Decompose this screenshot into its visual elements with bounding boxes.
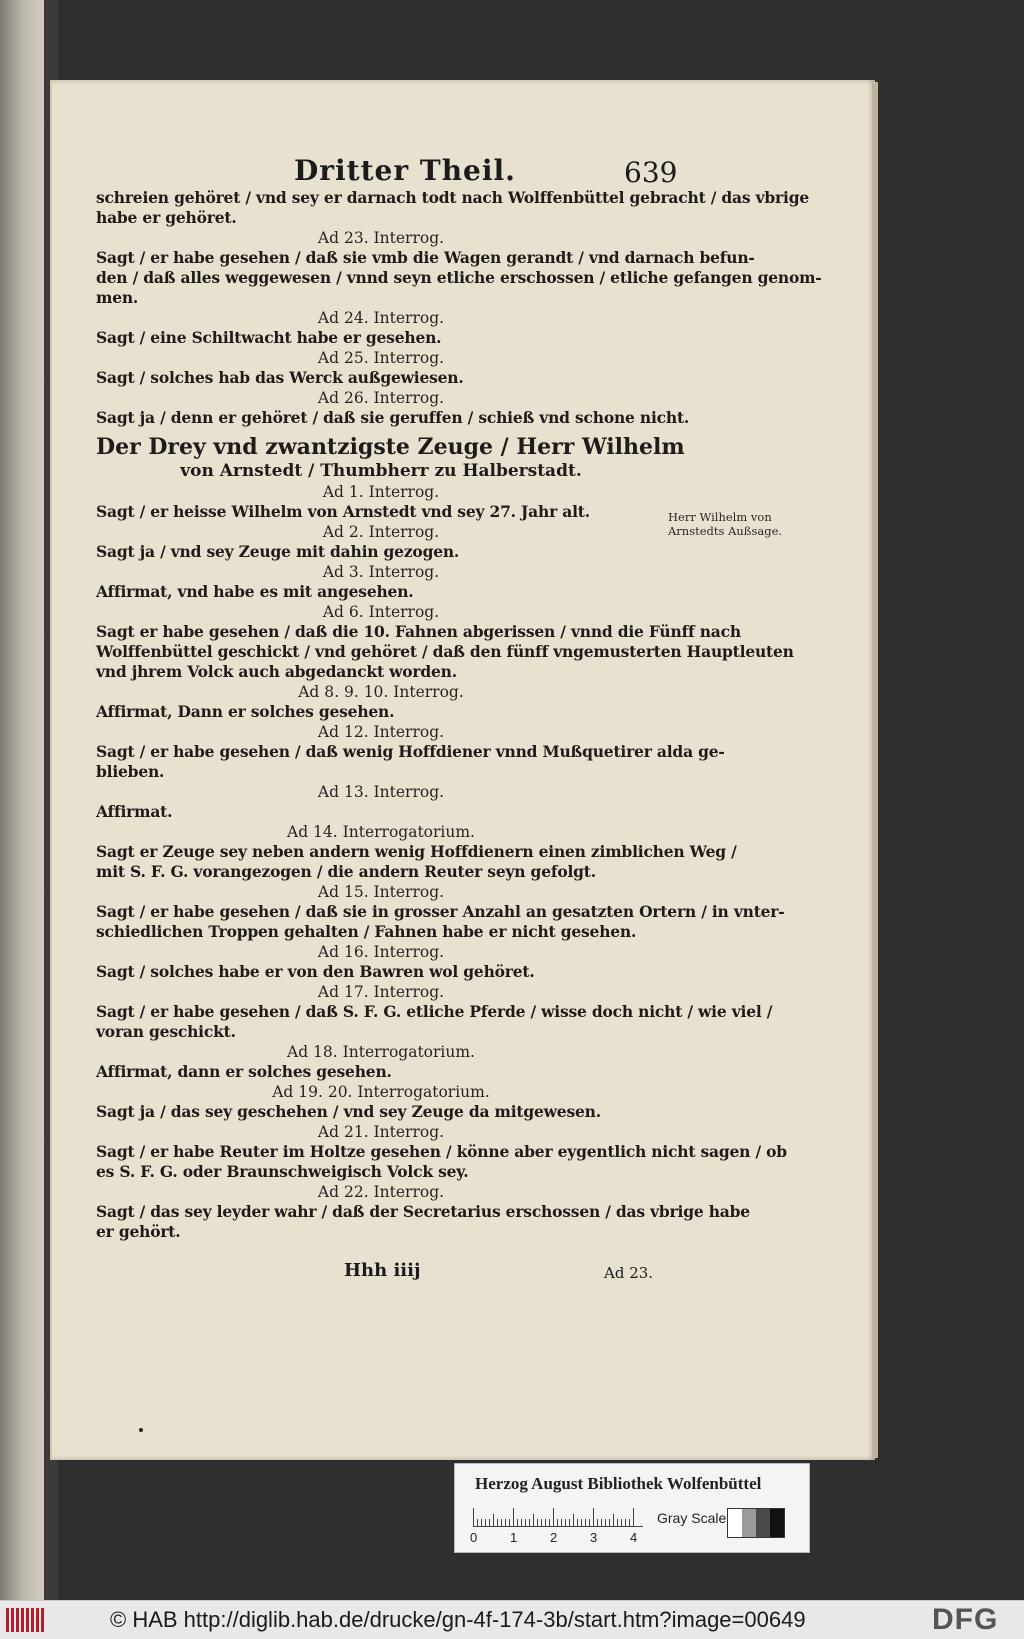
ruler-tick <box>537 1519 538 1526</box>
margin-note <box>668 510 798 538</box>
ruler-tick <box>561 1519 562 1526</box>
text-line: schiedlichen Troppen gehalten / Fahnen habe er nicht gesehen. <box>96 922 637 941</box>
text-line: Sagt / er habe gesehen / daß sie vmb die Wagen gerandt / vnd darnach befun- <box>96 248 755 267</box>
ruler-tick <box>509 1519 510 1526</box>
ruler-tick <box>525 1519 526 1526</box>
ruler-tick <box>633 1508 634 1526</box>
witness-subheading: von Arnstedt / Thumbherr zu Halberstadt. <box>180 461 582 481</box>
text-line: Sagt / er habe gesehen / daß sie in grosser Anzahl an gesatzten Ortern / in vnter- <box>96 902 785 921</box>
ruler-tick <box>557 1519 558 1526</box>
interrogatory-heading: Ad 8. 9. 10. Interrog. <box>298 683 464 701</box>
ruler-tick <box>529 1519 530 1526</box>
text-line: Sagt / er heisse Wilhelm von Arnstedt vnd sey 27. Jahr alt. <box>96 502 590 521</box>
interrogatory-heading: Ad 24. Interrog. <box>317 309 445 327</box>
ruler-tick <box>501 1519 502 1526</box>
ruler-tick <box>517 1519 518 1526</box>
text-line: habe er gehöret. <box>96 208 237 227</box>
ruler-number: 2 <box>550 1530 558 1545</box>
ruler-tick <box>481 1519 482 1526</box>
ruler-tick <box>589 1519 590 1526</box>
ruler-tick <box>617 1519 618 1526</box>
ruler-number: 4 <box>630 1530 638 1545</box>
ruler-tick <box>629 1519 630 1526</box>
gray-scale-swatches <box>727 1508 785 1538</box>
text-line: Sagt er habe gesehen / daß die 10. Fahnen abgerissen / vnnd die Fünff nach <box>96 622 741 641</box>
ruler-number: 0 <box>470 1530 478 1545</box>
text-line: Sagt er Zeuge sey neben andern wenig Hoffdienern einen zimblichen Weg / <box>96 842 737 861</box>
text-line: Sagt / solches hab das Werck außgewiesen. <box>96 368 464 387</box>
text-line: vnd jhrem Volck auch abgedanckt worden. <box>96 662 457 681</box>
interrogatory-heading: Ad 2. Interrog. <box>322 523 440 541</box>
ink-dot <box>139 1428 143 1432</box>
ruler-tick <box>569 1519 570 1526</box>
ruler-tick <box>497 1519 498 1526</box>
text-line: Sagt / er habe Reuter im Holtze gesehen / könne aber eygentlich nicht sagen / ob <box>96 1142 787 1161</box>
ruler-tick <box>505 1519 506 1526</box>
ruler-tick <box>577 1519 578 1526</box>
ruler-tick <box>485 1519 486 1526</box>
ruler-tick <box>609 1519 610 1526</box>
text-line: schreien gehöret / vnd sey er darnach todt nach Wolffenbüttel gebracht / das vbrige <box>96 188 809 207</box>
scale-card-title: Herzog August Bibliothek Wolfenbüttel <box>475 1474 762 1493</box>
text-line: Sagt / er habe gesehen / daß S. F. G. etliche Pferde / wisse doch nicht / wie viel / <box>96 1002 773 1021</box>
ruler-tick <box>533 1514 534 1526</box>
gray-swatch <box>756 1509 770 1537</box>
text-line: es S. F. G. oder Braunschweigisch Volck sey. <box>96 1162 469 1181</box>
ruler-tick <box>545 1519 546 1526</box>
text-line: Sagt / das sey leyder wahr / daß der Secretarius erschossen / das vbrige habe <box>96 1202 750 1221</box>
text-line: Affirmat, Dann er solches gesehen. <box>96 702 395 721</box>
interrogatory-heading: Ad 22. Interrog. <box>317 1183 445 1201</box>
interrogatory-heading: Ad 17. Interrog. <box>317 983 445 1001</box>
gray-scale-label: Gray Scale <box>657 1510 727 1526</box>
text-line: Affirmat, vnd habe es mit angesehen. <box>96 582 414 601</box>
text-line: Sagt ja / denn er gehöret / daß sie geruffen / schieß vnd schone nicht. <box>96 408 690 427</box>
interrogatory-heading: Ad 13. Interrog. <box>317 783 445 801</box>
ruler-tick <box>573 1514 574 1526</box>
ruler-tick <box>513 1508 514 1526</box>
ruler-tick <box>549 1519 550 1526</box>
page-number: 639 <box>624 156 678 189</box>
running-header: Dritter Theil. <box>294 154 516 187</box>
text-line: Sagt ja / vnd sey Zeuge mit dahin gezogen. <box>96 542 460 561</box>
text-line: Sagt / solches habe er von den Bawren wol gehöret. <box>96 962 535 981</box>
margin-note-line: Herr Wilhelm von <box>668 510 772 524</box>
gray-swatch <box>770 1509 784 1537</box>
text-line: den / daß alles weggewesen / vnnd seyn etliche erschossen / etliche gefangen genom- <box>96 268 822 287</box>
ruler-tick <box>493 1514 494 1526</box>
interrogatory-heading: Ad 14. Interrogatorium. <box>287 823 475 841</box>
ruler-number: 3 <box>590 1530 598 1545</box>
ruler-tick <box>581 1519 582 1526</box>
hab-logo-icon <box>6 1608 46 1632</box>
ruler-tick <box>605 1519 606 1526</box>
ruler-tick <box>613 1514 614 1526</box>
ruler-tick <box>621 1519 622 1526</box>
interrogatory-heading: Ad 3. Interrog. <box>322 563 440 581</box>
interrogatory-heading: Ad 15. Interrog. <box>317 883 445 901</box>
text-line: Wolffenbüttel geschickt / vnd gehöret / daß den fünff vngemusterten Hauptleuten <box>96 642 794 661</box>
text-line: Affirmat, dann er solches gesehen. <box>96 1062 392 1081</box>
interrogatory-heading: Ad 26. Interrog. <box>317 389 445 407</box>
ruler-tick <box>541 1519 542 1526</box>
interrogatory-heading: Ad 21. Interrog. <box>317 1123 445 1141</box>
margin-note-line: Arnstedts Außsage. <box>668 524 783 538</box>
text-line: er gehört. <box>96 1222 181 1241</box>
ruler-number: 1 <box>510 1530 518 1545</box>
text-line: Sagt ja / das sey geschehen / vnd sey Zeuge da mitgewesen. <box>96 1102 601 1121</box>
dfg-logo: DFG <box>932 1603 999 1636</box>
text-line: Affirmat. <box>96 802 173 821</box>
interrogatory-heading: Ad 16. Interrog. <box>317 943 445 961</box>
interrogatory-heading: Ad 12. Interrog. <box>317 723 445 741</box>
scale-card <box>454 1463 810 1553</box>
interrogatory-heading: Ad 19. 20. Interrogatorium. <box>272 1083 490 1101</box>
text-line: voran geschickt. <box>96 1022 236 1041</box>
left-page-edge <box>0 0 50 1600</box>
text-line: blieben. <box>96 762 165 781</box>
interrogatory-heading: Ad 25. Interrog. <box>317 349 445 367</box>
footer-credit: © HAB http://diglib.hab.de/drucke/gn-4f-174-3b/start.htm?image=00649 <box>110 1607 806 1632</box>
ruler-tick <box>473 1508 474 1526</box>
witness-heading: Der Drey vnd zwantzigste Zeuge / Herr Wilhelm <box>96 434 685 460</box>
ruler-tick <box>585 1519 586 1526</box>
ruler-tick <box>477 1519 478 1526</box>
ruler-tick <box>521 1519 522 1526</box>
gray-swatch <box>742 1509 756 1537</box>
ruler-tick <box>593 1508 594 1526</box>
ruler-tick <box>489 1519 490 1526</box>
scale-ruler <box>473 1506 643 1527</box>
signature-mark: Hhh iiij <box>344 1260 421 1281</box>
page-edge-shadow <box>872 82 878 1458</box>
interrogatory-heading: Ad 18. Interrogatorium. <box>287 1043 475 1061</box>
ruler-tick <box>565 1519 566 1526</box>
ruler-tick <box>597 1519 598 1526</box>
ruler-tick <box>601 1519 602 1526</box>
ruler-tick <box>625 1519 626 1526</box>
interrogatory-heading: Ad 6. Interrog. <box>322 603 440 621</box>
interrogatory-heading: Ad 1. Interrog. <box>322 483 440 501</box>
footer-bar <box>0 1600 1024 1639</box>
text-line: mit S. F. G. vorangezogen / die andern Reuter seyn gefolgt. <box>96 862 596 881</box>
text-line: men. <box>96 288 139 307</box>
interrogatory-heading: Ad 23. Interrog. <box>317 229 445 247</box>
ruler-tick <box>553 1508 554 1526</box>
text-line: Sagt / er habe gesehen / daß wenig Hoffdiener vnnd Mußquetirer alda ge- <box>96 742 725 761</box>
text-line: Sagt / eine Schiltwacht habe er gesehen. <box>96 328 442 347</box>
catchword: Ad 23. <box>604 1264 654 1282</box>
gray-swatch <box>728 1509 742 1537</box>
